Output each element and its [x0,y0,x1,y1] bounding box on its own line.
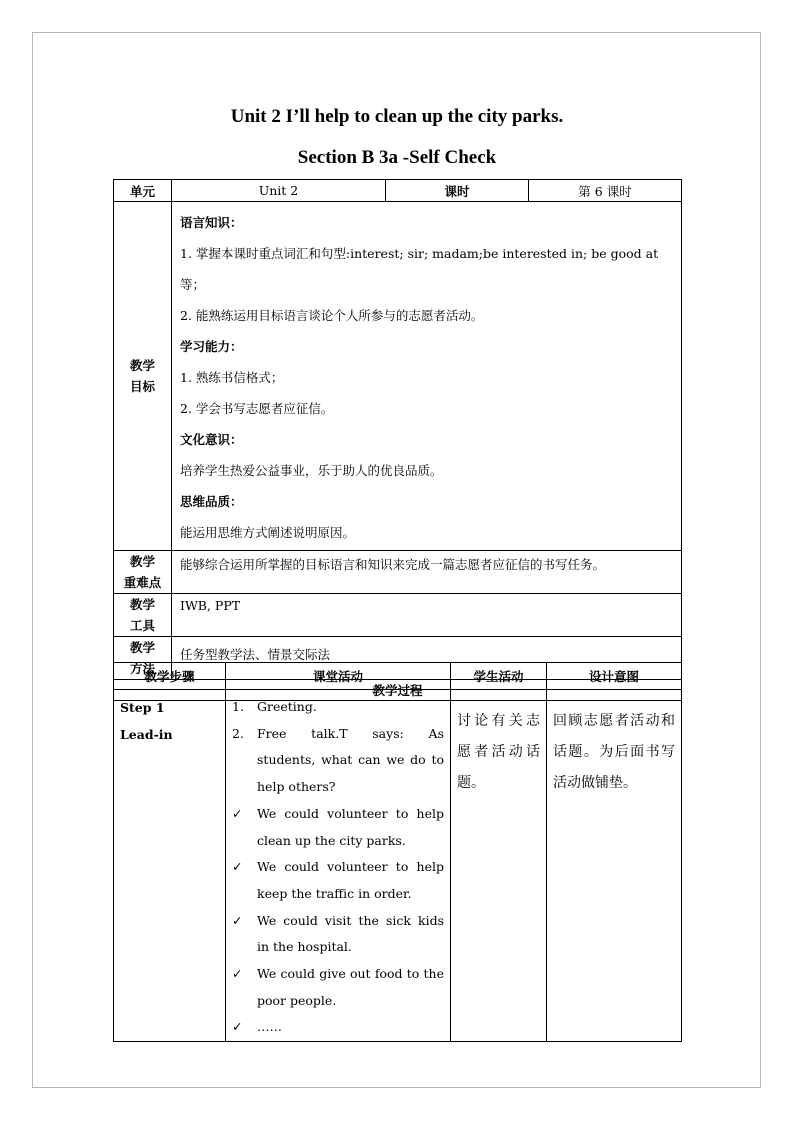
tools-label-line1: 教学 [129,597,155,612]
column-header-class-activity: 课堂活动 [226,663,451,690]
check-icon: ✓ [232,805,243,821]
objective-heading-knowledge: 语言知识： [180,215,243,230]
document-title: Unit 2 I’ll help to clean up the city parks. [230,106,564,127]
methods-label-line1: 教学 [129,640,155,655]
column-header-step: 教学步骤 [114,663,226,690]
key-points-label-line1: 教学 [129,554,155,569]
objectives-content [172,202,682,551]
activity-item [232,721,444,801]
methods-label-line2: 方法 [129,661,155,676]
activity-text: We could volunteer to help keep the traffic in order. [257,859,444,901]
step-1-cell [114,690,226,1042]
check-icon: ✓ [232,1019,243,1035]
period-value: 第 6 课时 [529,180,682,202]
process-title: 教学过程 [114,680,682,701]
design-intent: 回顾志愿者活动和话题。为后面书写活动做铺垫。 [547,690,682,1042]
activity-text: We could visit the sick kids in the hospital. [257,912,444,955]
activity-item [232,1014,444,1041]
key-points-label-line2: 重难点 [123,575,162,590]
step-number: Step 1 [120,700,165,715]
column-header-design-intent: 设计意图 [547,663,682,690]
activity-text: Free talk.T says: As students, what can we do to help others? [257,725,444,795]
tools-text: IWB, PPT [172,594,682,637]
step-name: Lead-in [120,727,173,742]
column-header-student-activity: 学生活动 [451,663,547,690]
objective-heading-ability: 学习能力： [180,339,243,354]
document-subtitle: Section B 3a -Self Check [297,147,497,168]
lesson-plan-table [113,179,682,701]
objectives-label-line1: 教学 [129,358,155,373]
unit-value: Unit 2 [172,180,386,202]
objective-line: 2. 能熟练运用目标语言谈论个人所参与的志愿者活动。 [180,308,484,323]
tools-label [114,594,172,637]
objectives-label-line2: 目标 [129,379,155,394]
activity-marker: 2. [232,725,244,741]
activity-item [232,854,444,907]
class-activities [226,690,451,1042]
student-activity: 讨论有关志愿者活动话题。 [451,690,547,1042]
activity-text: …… [257,1019,282,1035]
objective-line: 培养学生热爱公益事业，乐于助人的优良品质。 [180,463,443,478]
objective-line: 1. 掌握本课时重点词汇和句型:interest; sir; madam;be interested in; be good at 等； [180,246,659,292]
methods-text: 任务型教学法、情景交际法 [172,637,682,680]
activity-item [232,694,444,721]
unit-label: 单元 [114,180,172,202]
key-points-text: 能够综合运用所掌握的目标语言和知识来完成一篇志愿者应征信的书写任务。 [172,551,682,594]
activity-item [232,961,444,1014]
check-icon: ✓ [232,912,243,928]
period-label: 课时 [386,180,529,202]
activity-text: We could volunteer to help clean up the city parks. [257,805,444,848]
objective-line: 2. 学会书写志愿者应征信。 [180,401,334,416]
objective-heading-culture: 文化意识： [180,432,243,447]
objectives-label [114,202,172,551]
activity-marker: 1. [232,699,244,714]
objective-line: 1. 熟练书信格式； [180,370,284,385]
key-points-label [114,551,172,594]
activity-text: Greeting. [257,699,317,714]
activity-item [232,908,444,961]
activity-text: We could give out food to the poor people. [257,966,444,1008]
check-icon: ✓ [232,859,243,875]
tools-label-line2: 工具 [129,618,155,633]
objective-heading-thinking: 思维品质： [180,494,243,509]
objective-line: 能运用思维方式阐述说明原因。 [180,525,356,540]
process-table [113,662,682,1042]
activity-item [232,801,444,854]
check-icon: ✓ [232,966,243,982]
